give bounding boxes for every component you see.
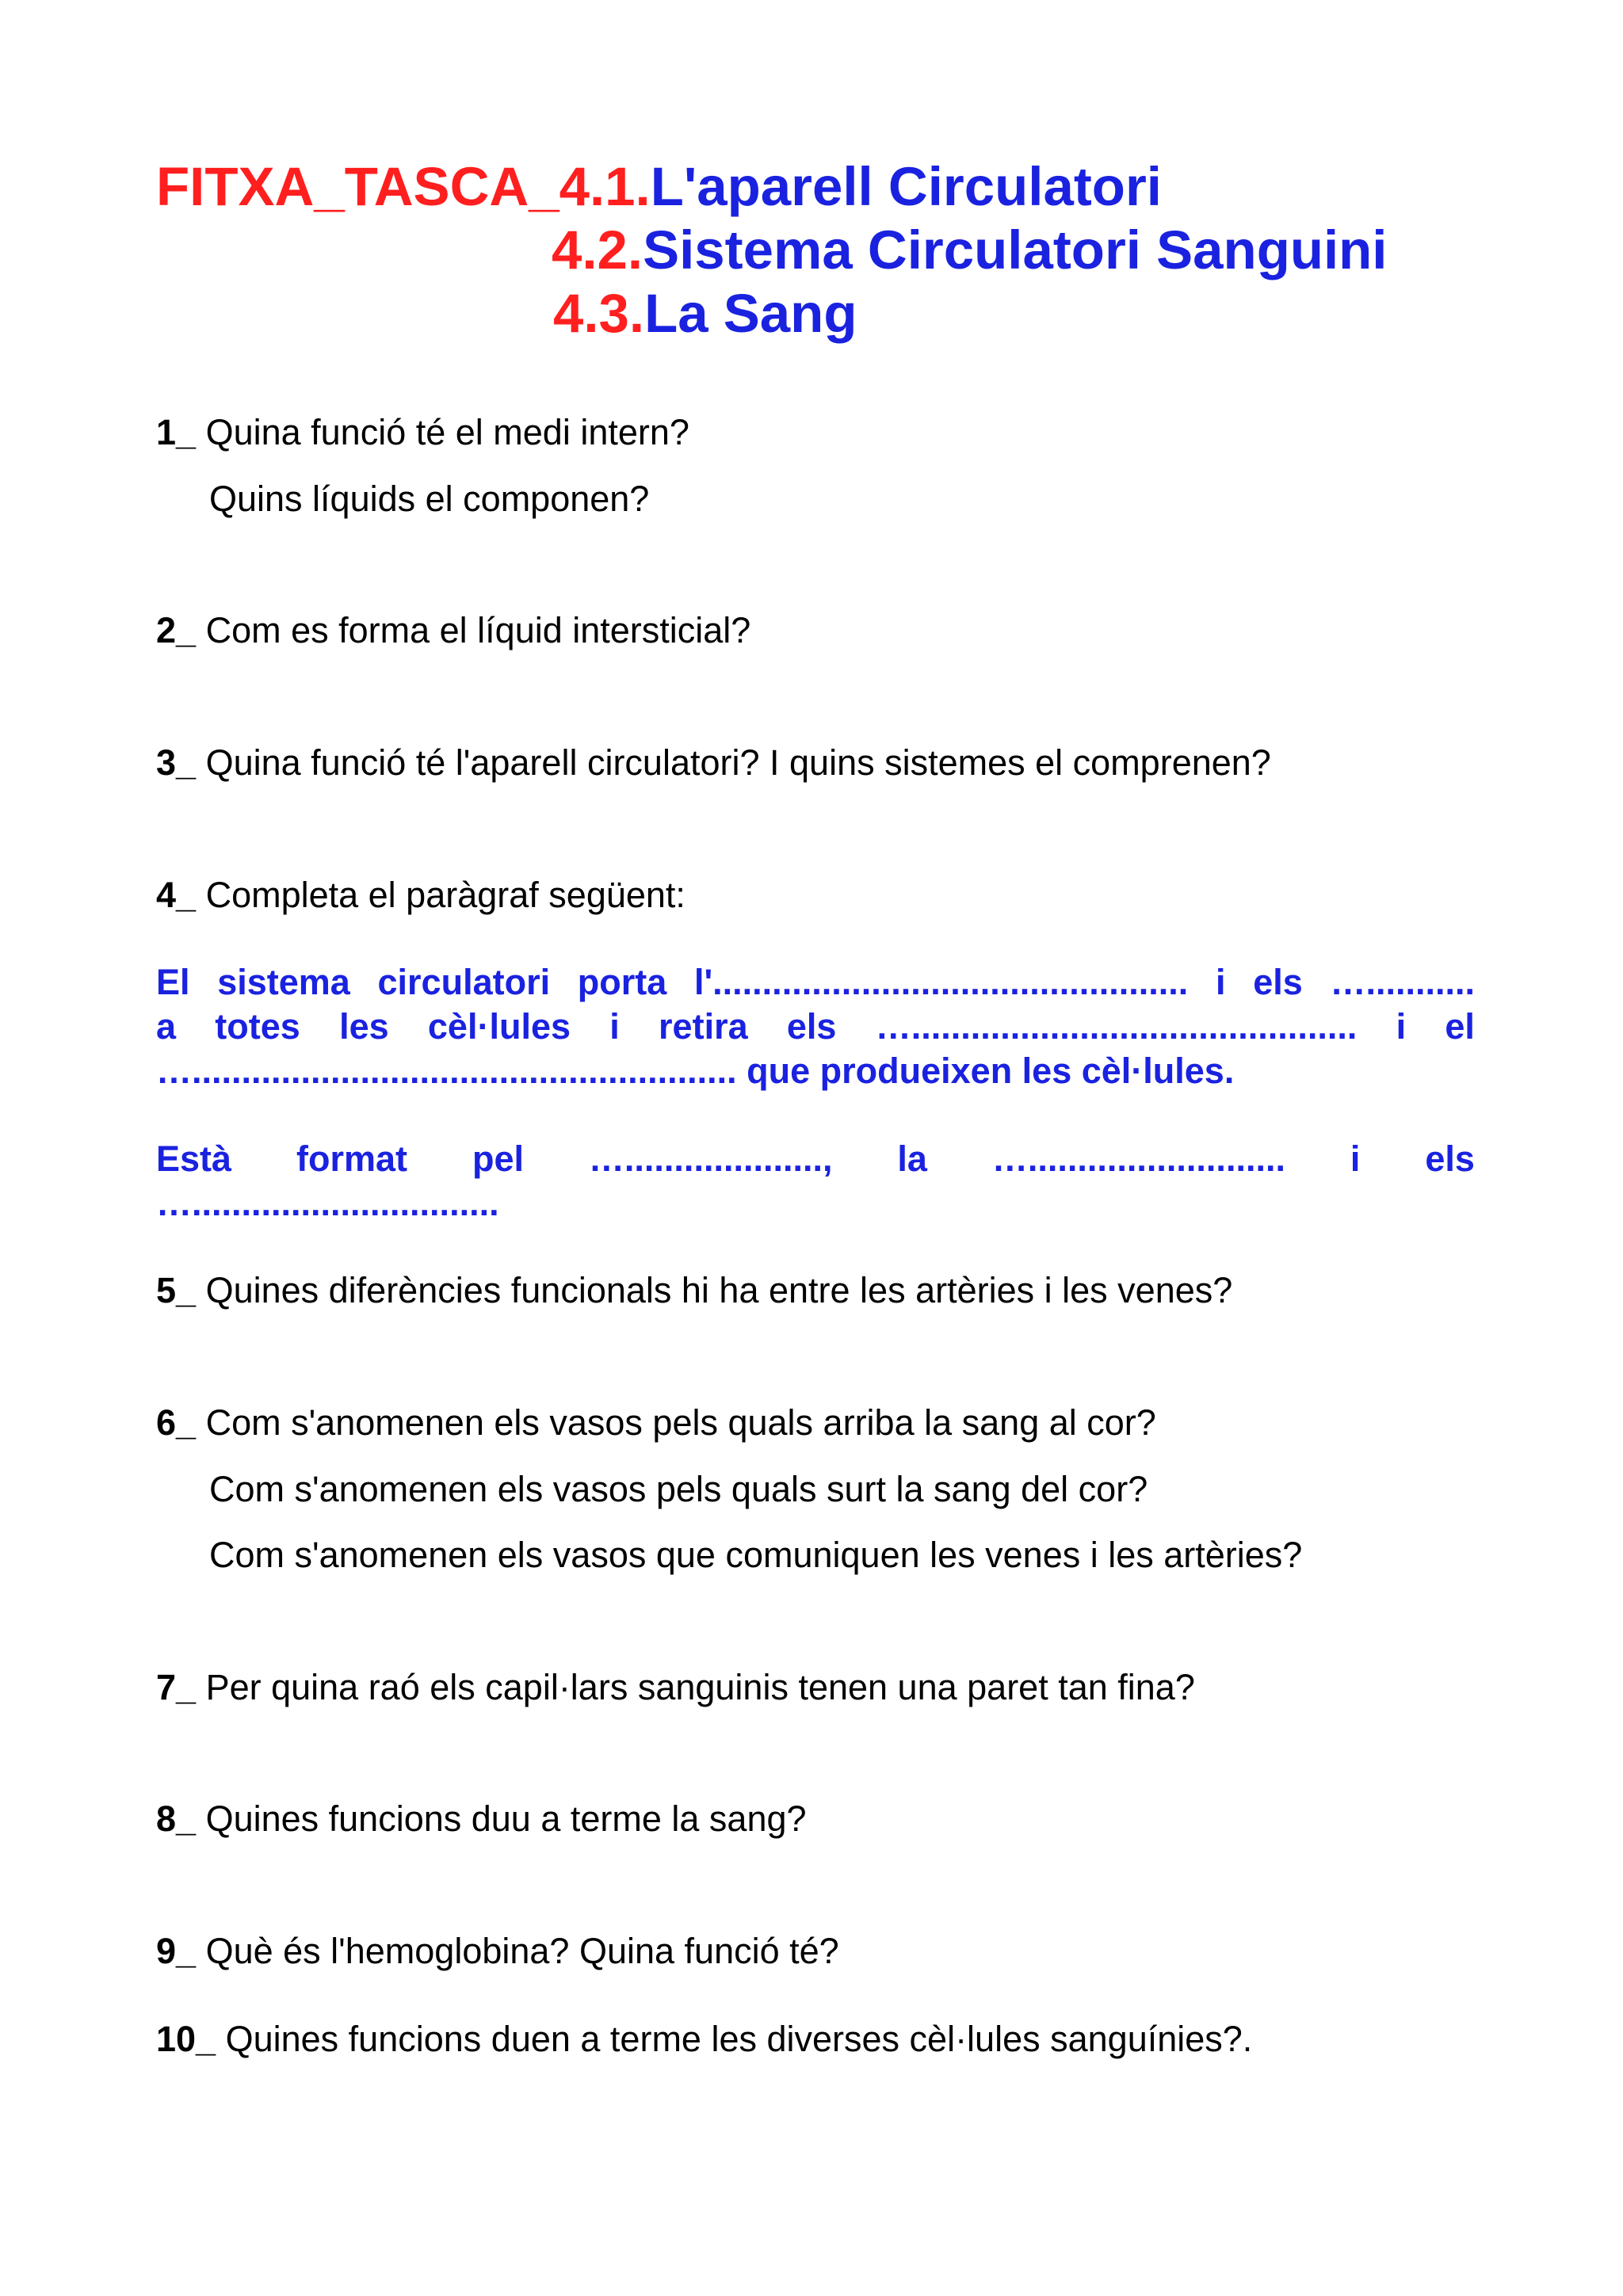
question-6-sub-2: Com s'anomenen els vasos que comuniquen les venes i les artèries? [209,1535,1303,1575]
question-number: 10_ [156,2019,216,2059]
paragraph-blank[interactable]: ….......................... [991,1138,1285,1179]
question-text: Quines funcions duu a terme la sang? [196,1798,807,1839]
question-text: Com s'anomenen els vasos pels quals arriba la sang al cor? [196,1402,1156,1443]
question-number: 3_ [156,742,197,783]
paragraph-word: a [156,1006,177,1047]
question-7 [156,1665,1195,1710]
paragraph-word: i [1215,962,1226,1002]
title-number-2: 4.2. [552,219,643,280]
question-number: 1_ [156,412,197,452]
question-number: 5_ [156,1270,197,1310]
title-prefix: FITXA_TASCA_ [156,156,559,217]
title-line-3 [553,282,857,345]
question-8 [156,1797,807,1841]
paragraph-word: la [897,1138,927,1179]
paragraph-line-2 [156,1005,1475,1049]
question-text: Què és l'hemoglobina? Quina funció té? [196,1931,839,1971]
paragraph-blank[interactable]: …............................................. [875,1006,1358,1047]
paragraph-word: i [609,1006,620,1047]
question-3 [156,741,1271,785]
question-text: Com es forma el líquid intersticial? [196,610,751,650]
question-4 [156,873,685,917]
question-5 [156,1268,1232,1313]
paragraph-word: pel [472,1138,524,1179]
title-number-3: 4.3. [553,283,645,344]
paragraph-word: El [156,962,190,1002]
title-number-1: 4.1. [559,156,651,217]
question-text: Per quina raó els capil·lars sanguinis tenen una paret tan fina? [196,1667,1195,1707]
paragraph-word: format [296,1138,408,1179]
question-1 [156,410,689,455]
title-line-1 [156,155,1162,219]
paragraph-blank[interactable]: l'................................................ [693,962,1189,1002]
paragraph-line-4 [156,1137,1475,1181]
question-6 [156,1401,1156,1445]
paragraph-word: sistema [217,962,350,1002]
question-2 [156,608,750,653]
question-text: Quines funcions duen a terme les diverses cèl·lules sanguínies?. [216,2019,1253,2059]
paragraph-word: Està [156,1138,232,1179]
question-number: 2_ [156,610,197,650]
question-6-sub-1: Com s'anomenen els vasos pels quals surt la sang del cor? [209,1469,1148,1509]
paragraph-word: circulatori [377,962,551,1002]
question-text: Quina funció té el medi intern? [196,412,689,452]
question-number: 9_ [156,1931,197,1971]
paragraph-word: els [786,1006,837,1047]
paragraph-word: porta [577,962,667,1002]
question-9 [156,1929,839,1974]
paragraph-word: els [1425,1138,1475,1179]
paragraph-word: el [1445,1006,1475,1047]
question-10 [156,2017,1252,2061]
question-1-sub-1: Quins líquids el componen? [209,479,650,519]
question-number: 6_ [156,1402,197,1443]
question-text: Quina funció té l'aparell circulatori? I quins sistemes el comprenen? [196,742,1271,783]
paragraph-word: retira [659,1006,748,1047]
question-text: Completa el paràgraf següent: [196,875,685,915]
paragraph-word: totes [215,1006,300,1047]
paragraph-word: i [1350,1138,1361,1179]
paragraph-word: cèl·lules [427,1006,571,1047]
paragraph-word: les [339,1006,389,1047]
question-number: 7_ [156,1667,197,1707]
paragraph-word: els [1253,962,1303,1002]
paragraph-line-5[interactable]: …............................... [156,1183,499,1223]
paragraph-blank[interactable]: …...................., [588,1138,833,1179]
question-text: Quines diferències funcionals hi ha entre les artèries i les venes? [196,1270,1233,1310]
question-number: 4_ [156,875,197,915]
question-number: 8_ [156,1798,197,1839]
paragraph-line-1 [156,960,1475,1005]
title-text-3: La Sang [644,283,857,344]
title-text-2: Sistema Circulatori Sanguini [643,219,1388,280]
title-text-1: L'aparell Circulatori [650,156,1162,217]
title-line-2 [552,219,1387,282]
paragraph-word: i [1396,1006,1407,1047]
paragraph-line-3: …....................................................... que produeixen les cèl·lules. [156,1051,1235,1091]
paragraph-blank[interactable]: …........... [1330,962,1475,1002]
